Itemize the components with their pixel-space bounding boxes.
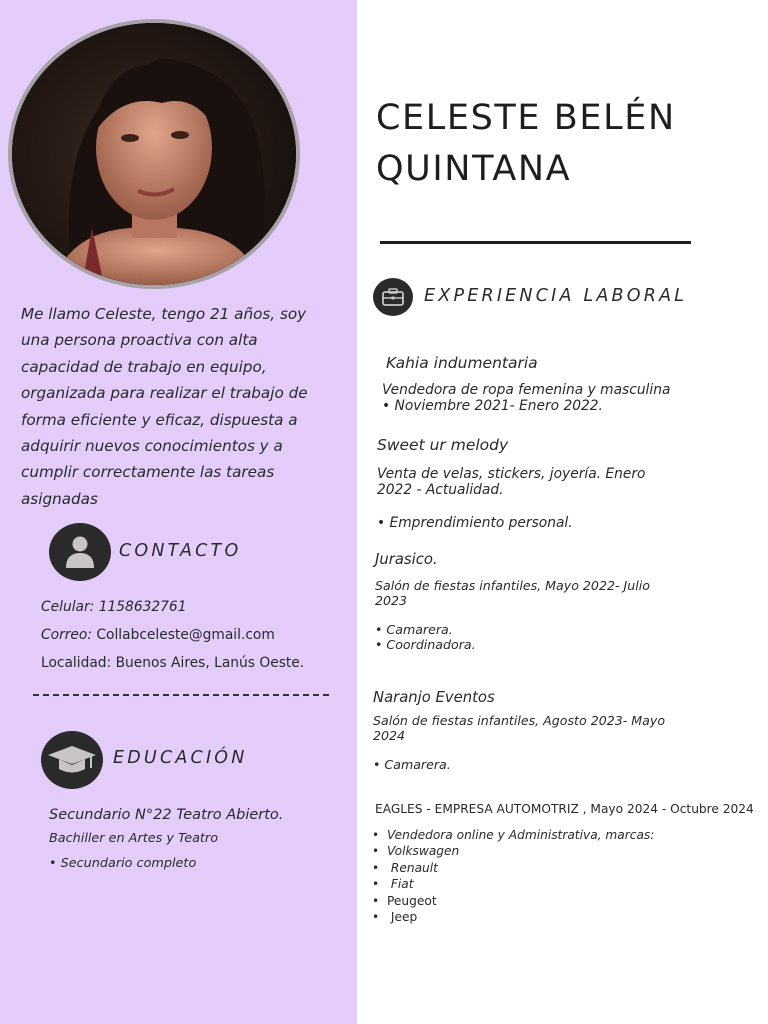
list-item: • Peugeot [369, 893, 654, 909]
phone-value: 1158632761 [98, 599, 187, 615]
user-icon [65, 535, 95, 569]
job-desc-line: Vendedora de ropa femenina y masculina [382, 382, 671, 398]
job-desc-line: 2022 - Actualidad. [377, 482, 504, 498]
education-section-title: EDUCACIÓN [113, 748, 248, 768]
contact-icon-circle [49, 523, 111, 581]
education-school: Secundario N°22 Teatro Abierto. [49, 807, 284, 823]
graduation-cap-icon [47, 744, 97, 776]
contact-phone [41, 599, 186, 615]
job-desc-line: Venta de velas, stickers, joyería. Enero [377, 466, 646, 482]
list-item: • Vendedora online y Administrativa, marcas: [369, 827, 654, 843]
job-desc-line: 2023 [375, 592, 408, 608]
profile-photo [8, 19, 300, 289]
email-label: Correo: [41, 627, 97, 643]
contact-email [41, 627, 275, 643]
education-degree: Bachiller en Artes y Teatro [49, 831, 219, 846]
job-title-sweet: Sweet ur melody [377, 436, 509, 454]
list-item: • Jeep [369, 909, 654, 925]
job-desc-line: Salón de fiestas infantiles, Mayo 2022- Julio [375, 578, 650, 593]
job-title-naranjo: Naranjo Eventos [373, 689, 495, 706]
job-desc-line: • Noviembre 2021- Enero 2022. [382, 398, 603, 414]
email-value[interactable]: Collabceleste@gmail.com [96, 627, 275, 643]
contact-location: Localidad: Buenos Aires, Lanús Oeste. [41, 655, 305, 671]
job-desc-jurasico [375, 579, 650, 652]
job-desc-naranjo [373, 714, 665, 773]
job-desc-line: Salón de fiestas infantiles, Agosto 2023- Mayo [373, 713, 666, 728]
name-line-1: CELESTE BELÉN [376, 98, 676, 138]
full-name [376, 93, 676, 195]
list-item: • Renault [369, 860, 654, 876]
list-item: • Volkswagen [369, 843, 654, 859]
job-desc-kahia [382, 382, 670, 414]
job-desc-line: • Camarera. [375, 622, 453, 637]
job-desc-line: 2024 [373, 727, 406, 743]
job-desc-sweet [377, 466, 646, 531]
phone-label: Celular: [41, 599, 99, 615]
about-paragraph: Me llamo Celeste, tengo 21 años, soy una persona proactiva con alta capacidad de trabajo en equipo, organizada para realizar el trabajo de forma eficiente y eficaz, dispuesta a adquirir nuevos conocimientos y a cumplir correctamente las tareas asignadas [21, 305, 308, 508]
experience-section-title: EXPERIENCIA LABORAL [424, 286, 688, 306]
experience-icon-circle [373, 278, 413, 316]
name-line-2: QUINTANA [376, 149, 572, 189]
list-item: • Fiat [369, 876, 654, 892]
eagles-brand-list [369, 827, 654, 925]
name-underline [380, 241, 691, 244]
job-desc-line: • Camarera. [373, 757, 451, 772]
job-title-kahia: Kahia indumentaria [386, 354, 538, 372]
job-title-jurasico: Jurasico. [375, 551, 438, 568]
contact-section-title: CONTACTO [119, 541, 242, 561]
briefcase-icon [382, 288, 404, 306]
profile-photo-illustration [12, 23, 296, 285]
education-icon-circle [41, 731, 103, 789]
education-status: • Secundario completo [49, 856, 197, 871]
job-desc-line: • Coordinadora. [375, 636, 476, 652]
job-title-eagles: EAGLES - EMPRESA AUTOMOTRIZ , Mayo 2024 - Octubre 2024 [375, 802, 754, 816]
job-desc-line: • Emprendimiento personal. [377, 515, 573, 531]
section-divider [33, 694, 329, 696]
